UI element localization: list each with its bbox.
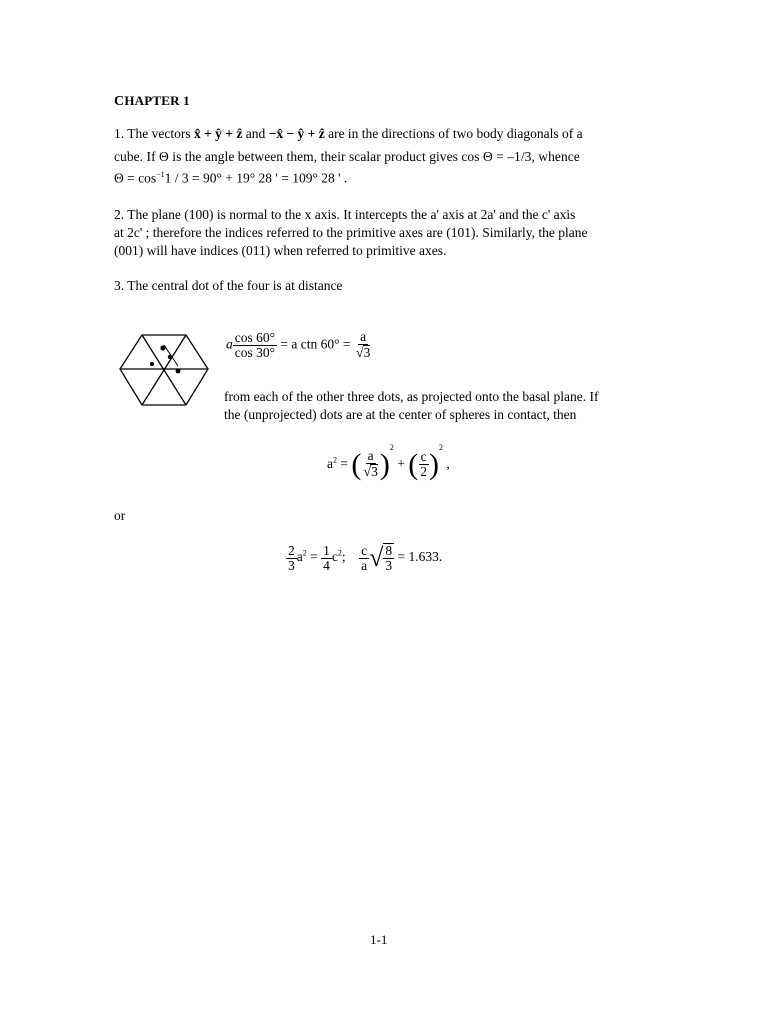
eq2-frac-1 (361, 449, 379, 480)
problem-3-intro: 3. The central dot of the four is at distance (114, 278, 343, 293)
eq2-d2: 2 (420, 464, 427, 480)
problem-1-line-2: cube. If Θ is the angle between them, their scalar product gives cos Θ = –1/3, whence (114, 149, 580, 164)
p1-and: and (242, 126, 269, 141)
eq3-f2n: 1 (323, 542, 330, 558)
eq1-rhs-fraction (354, 330, 372, 361)
eq3-frac-1 (286, 544, 297, 573)
hexagonal-lattice-figure (118, 333, 210, 411)
or-text: or (114, 508, 126, 523)
eq1-den: cos 30° (234, 345, 276, 360)
problem-2-line-2: at 2c' ; therefore the indices referred to the primitive axes are (101). Similarly, the plane (114, 225, 588, 240)
p1-pre: 1. The vectors (114, 126, 194, 141)
chapter-initial: C (114, 94, 125, 109)
eq2-n1: a (367, 448, 374, 464)
problem-2-line-1: 2. The plane (100) is normal to the x axis. It intercepts the a' axis at 2a' and the c' axis (114, 207, 576, 222)
eq2-sup-2: 2 (438, 443, 443, 452)
eq2-d1-radicand: 3 (371, 464, 378, 480)
problem-3-text-2: the (unprojected) dots are at the center of spheres in contact, then (224, 407, 577, 422)
vector-2: −x̂ − ŷ + ẑ (268, 126, 325, 141)
eq3-rn: 8 (385, 543, 393, 558)
eq2-frac-2 (418, 450, 429, 479)
eq3-rd: 3 (385, 558, 393, 573)
eq1-a: a (226, 336, 233, 352)
problem-1-line-1 (114, 125, 583, 143)
eq3-sqrt-frac (383, 543, 394, 573)
eq1-fraction (233, 331, 277, 360)
eq2-tail: , (446, 456, 450, 471)
page-number: 1-1 (370, 932, 388, 947)
eq3-f3d: a (361, 557, 368, 573)
chapter-heading (114, 93, 190, 110)
eq3-c: c (331, 549, 338, 565)
problem-3-text-1: from each of the other three dots, as projected onto the basal plane. If (224, 389, 599, 404)
eq3-f1d: 3 (288, 557, 295, 573)
eq1-middle: = a ctn 60° = (280, 336, 351, 352)
eq3-result: = 1.633. (397, 549, 443, 565)
problem-1-line-3 (114, 166, 347, 188)
eq3-f2d: 4 (323, 557, 330, 573)
p1-angle-result: 1 / 3 = 90° + 19° 28 ' = 109° 28 ' . (164, 170, 348, 186)
eq3-f1n: 2 (288, 542, 295, 558)
chapter-rest: HAPTER 1 (124, 93, 190, 108)
p1-post: are in the directions of two body diagonals of a (324, 126, 583, 141)
equation-ratio: $\frac{2}{3}$ $a^2$ = $\frac{1}{4}$ $c^2$; $\frac{c}{a}$ √ $\frac{8}{3}$ = 1.633. (288, 542, 443, 573)
p1-theta-eq: Θ = cos (114, 170, 157, 186)
eq2-sup-1: 2 (389, 443, 394, 452)
eq3-f3n: c (361, 542, 368, 558)
eq2-n2: c (420, 449, 427, 465)
eq2-lhs-sup: 2 (333, 455, 337, 465)
equation-distance (226, 330, 372, 361)
eq2-d1: √3 (363, 464, 378, 481)
problem-2-line-3: (001) will have indices (011) when referred to primitive axes. (114, 243, 447, 258)
eq3-semicolon: ; (341, 549, 346, 565)
p1-inverse-sup: −1 (156, 170, 165, 179)
eq1-rhs-radicand: 3 (363, 345, 371, 360)
eq2-plus: + (397, 456, 405, 471)
dot-right (176, 369, 181, 374)
eq1-rhs-den: √3 (355, 345, 371, 361)
eq1-rhs-num: a (360, 329, 367, 344)
eq2-lhs: a (327, 456, 333, 471)
eq2-equals: = (340, 456, 348, 471)
dot-left (150, 362, 154, 366)
hexagon-lines (120, 335, 208, 405)
vector-1: x̂ + ŷ + ẑ (193, 126, 243, 141)
eq3-frac-3 (359, 544, 369, 573)
eq3-frac-2 (321, 544, 332, 573)
eq1-num: cos 60° (234, 330, 276, 345)
eq3-a: a (296, 549, 303, 565)
eq3-equals: = (310, 549, 318, 565)
equation-a-squared: $a^2$ = ( $\frac{a}{√3}$ )$^2$ + ( $\frac{c}{2}$ )$^2$ , (327, 443, 450, 481)
dot-top (160, 345, 165, 350)
dot-center (168, 355, 172, 359)
